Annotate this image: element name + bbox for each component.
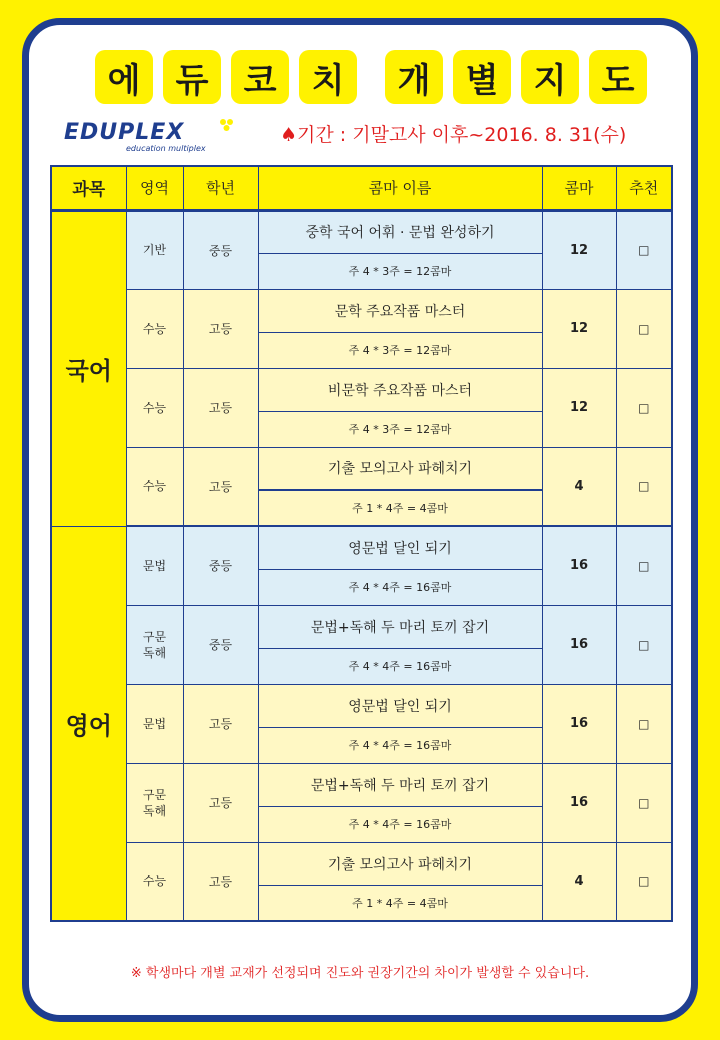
course-title: 비문학 주요작품 마스터 <box>258 368 542 411</box>
grade-cell: 고등 <box>183 289 258 368</box>
footnote: ※ 학생마다 개별 교재가 선정되며 진도와 권장기간의 차이가 발생할 수 있습니다. <box>130 966 590 981</box>
recommend-checkbox[interactable]: □ <box>616 842 672 921</box>
count-cell: 16 <box>542 605 616 684</box>
count-cell: 12 <box>542 368 616 447</box>
schedule-table <box>50 165 673 922</box>
count-cell: 12 <box>542 289 616 368</box>
header-recommend: 추천 <box>616 166 672 210</box>
table-row <box>51 526 672 569</box>
recommend-checkbox[interactable]: □ <box>616 605 672 684</box>
course-schedule: 주 4 * 4주 = 16콤마 <box>258 569 542 605</box>
header-count: 콤마 <box>542 166 616 210</box>
course-schedule: 주 4 * 3주 = 12콤마 <box>258 332 542 368</box>
course-title: 중학 국어 어휘 · 문법 완성하기 <box>258 210 542 253</box>
logo-subtitle: education multiplex <box>126 144 206 153</box>
area-cell: 수능 <box>126 842 183 921</box>
grade-cell: 고등 <box>183 447 258 526</box>
area-cell: 문법 <box>126 526 183 605</box>
table-row <box>51 289 672 332</box>
grade-cell: 고등 <box>183 842 258 921</box>
grade-cell: 고등 <box>183 368 258 447</box>
course-title: 기출 모의고사 파헤치기 <box>258 447 542 490</box>
count-cell: 16 <box>542 763 616 842</box>
area-cell: 구문 독해 <box>126 605 183 684</box>
area-cell: 수능 <box>126 289 183 368</box>
area-cell: 구문 독해 <box>126 763 183 842</box>
logo-text: EDUPLEX <box>64 120 185 145</box>
count-cell: 12 <box>542 210 616 289</box>
subject-cell: 국어 <box>51 210 126 526</box>
table-row <box>51 368 672 411</box>
grade-cell: 고등 <box>183 684 258 763</box>
course-title: 문학 주요작품 마스터 <box>258 289 542 332</box>
count-cell: 16 <box>542 526 616 605</box>
course-title: 문법+독해 두 마리 토끼 잡기 <box>258 605 542 648</box>
title-char-box: 코 <box>231 50 289 104</box>
area-cell: 수능 <box>126 368 183 447</box>
grade-cell: 중등 <box>183 605 258 684</box>
header-course-name: 콤마 이름 <box>258 166 542 210</box>
course-title: 영문법 달인 되기 <box>258 684 542 727</box>
table-row <box>51 210 672 253</box>
course-title: 기출 모의고사 파헤치기 <box>258 842 542 885</box>
grade-cell: 고등 <box>183 763 258 842</box>
grade-cell: 중등 <box>183 526 258 605</box>
course-schedule: 주 4 * 3주 = 12콤마 <box>258 253 542 289</box>
recommend-checkbox[interactable]: □ <box>616 526 672 605</box>
grade-cell: 중등 <box>183 210 258 289</box>
title-char-box: 치 <box>299 50 357 104</box>
recommend-checkbox[interactable]: □ <box>616 684 672 763</box>
table-row <box>51 684 672 727</box>
course-schedule: 주 4 * 4주 = 16콤마 <box>258 806 542 842</box>
course-title: 영문법 달인 되기 <box>258 526 542 569</box>
course-title: 문법+독해 두 마리 토끼 잡기 <box>258 763 542 806</box>
title-char-box: 도 <box>589 50 647 104</box>
period-text: ♠기간 : 기말고사 이후~2016. 8. 31(수) <box>280 124 627 146</box>
header-subject: 과목 <box>51 166 126 210</box>
table-header-row <box>51 166 672 210</box>
course-schedule: 주 1 * 4주 = 4콤마 <box>258 490 542 526</box>
course-schedule: 주 1 * 4주 = 4콤마 <box>258 885 542 921</box>
count-cell: 4 <box>542 447 616 526</box>
table-row <box>51 842 672 885</box>
course-schedule: 주 4 * 4주 = 16콤마 <box>258 648 542 684</box>
header-area: 영역 <box>126 166 183 210</box>
recommend-checkbox[interactable]: □ <box>616 368 672 447</box>
count-cell: 4 <box>542 842 616 921</box>
subject-cell: 영어 <box>51 526 126 921</box>
table-row <box>51 447 672 490</box>
course-schedule: 주 4 * 3주 = 12콤마 <box>258 411 542 447</box>
area-cell: 기반 <box>126 210 183 289</box>
title-char-box: 듀 <box>163 50 221 104</box>
recommend-checkbox[interactable]: □ <box>616 210 672 289</box>
page-title <box>0 32 720 106</box>
title-char-box: 에 <box>95 50 153 104</box>
eduplex-logo <box>64 120 244 156</box>
area-cell: 수능 <box>126 447 183 526</box>
table-row <box>51 605 672 648</box>
recommend-checkbox[interactable]: □ <box>616 763 672 842</box>
count-cell: 16 <box>542 684 616 763</box>
title-char-box: 지 <box>521 50 579 104</box>
logo-dots-icon <box>218 118 234 134</box>
course-schedule: 주 4 * 4주 = 16콤마 <box>258 727 542 763</box>
header-grade: 학년 <box>183 166 258 210</box>
recommend-checkbox[interactable]: □ <box>616 447 672 526</box>
title-char-box: 개 <box>385 50 443 104</box>
area-cell: 문법 <box>126 684 183 763</box>
table-row <box>51 763 672 806</box>
recommend-checkbox[interactable]: □ <box>616 289 672 368</box>
title-char-box: 별 <box>453 50 511 104</box>
